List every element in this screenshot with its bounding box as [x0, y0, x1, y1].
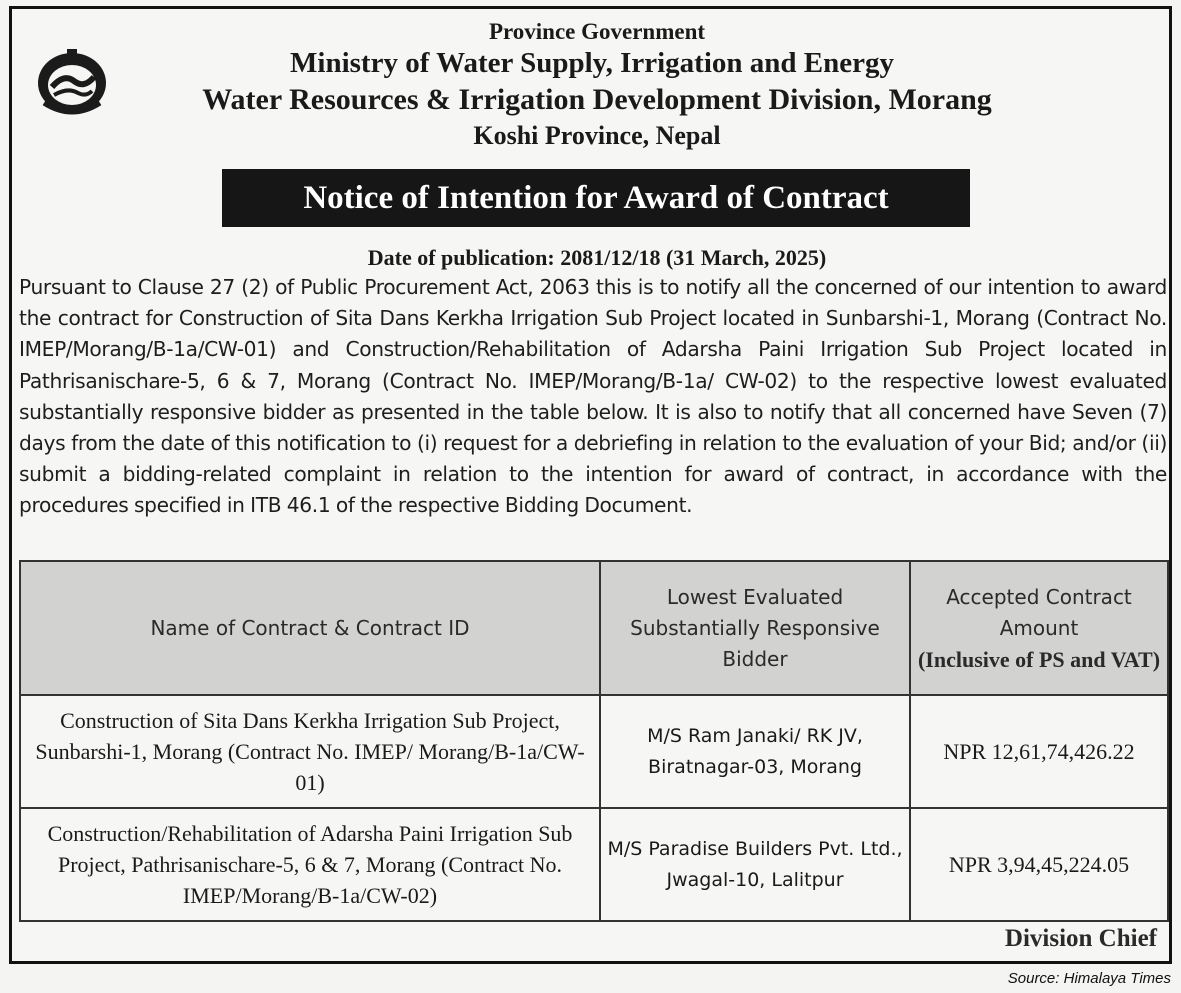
contract-amount: NPR 3,94,45,224.05: [910, 808, 1168, 921]
contract-name: Construction/Rehabilitation of Adarsha Paini Irrigation Sub Project, Pathrisanischare-5, 6 & 7, Morang (Contract No. IMEP/Morang/B-1a/CW-02): [20, 808, 600, 921]
header-amount-note: (Inclusive of PS and VAT): [917, 646, 1161, 672]
contract-amount: NPR 12,61,74,426.22: [910, 695, 1168, 808]
notice-body: Pursuant to Clause 27 (2) of Public Procurement Act, 2063 this is to notify all the concerned of our intention to award the contract for Construction of Sita Dans Kerkha Irrigation Sub Project located in Sunbarshi-1, Morang (Contract No. IMEP/Morang/B-1a/CW-01) and Construction/Rehabilitation of Adarsha Paini Irrigation Sub Project located in Pathrisanischare-5, 6 & 7, Morang (Contract No. IMEP/Morang/B-1a/ CW-02) to the respective lowest evaluated substantially responsive bidder as presented in the table below. It is also to notify that all concerned have Seven (7) days from the date of this notification to (i) request for a debriefing in relation to the evaluation of your Bid; and/or (ii) submit a bidding-related complaint in relation to the intention for award of contract, in accordance with the procedures specified in ITB 46.1 of the respective Bidding Document.: [19, 275, 1167, 518]
publication-date-value: 2081/12/18 (31 March, 2025): [560, 245, 827, 270]
province-government-heading: Province Government: [488, 19, 706, 44]
notice-title-banner: Notice of Intention for Award of Contract: [222, 169, 970, 227]
publication-date: [212, 245, 982, 271]
table-row: [20, 695, 1168, 808]
division-heading: Water Resources & Irrigation Development Division, Morang: [202, 83, 992, 116]
table-header-row: [20, 561, 1168, 695]
publication-date-label: Date of publication:: [367, 245, 555, 270]
signatory: Division Chief: [1004, 925, 1157, 952]
table-row: [20, 808, 1168, 921]
bidder-name: M/S Paradise Builders Pvt. Ltd., Jwagal-10, Lalitpur: [600, 808, 910, 921]
ministry-heading: Ministry of Water Supply, Irrigation and Energy: [290, 47, 894, 79]
bidder-name: M/S Ram Janaki/ RK JV, Biratnagar-03, Morang: [600, 695, 910, 808]
nepal-government-emblem-icon: [34, 47, 110, 117]
notice-frame: [9, 6, 1172, 964]
contract-name: Construction of Sita Dans Kerkha Irrigation Sub Project, Sunbarshi-1, Morang (Contract No. IMEP/ Morang/B-1a/CW-01): [20, 695, 600, 808]
location-heading: Koshi Province, Nepal: [473, 121, 721, 150]
header-amount-label: Accepted Contract Amount: [946, 584, 1132, 640]
header-contract: Name of Contract & Contract ID: [20, 561, 600, 695]
source-credit: Source: Himalaya Times: [1007, 970, 1171, 987]
header-bidder: Lowest Evaluated Substantially Responsive Bidder: [600, 561, 910, 695]
award-table: [19, 560, 1169, 922]
header-amount: [910, 561, 1168, 695]
